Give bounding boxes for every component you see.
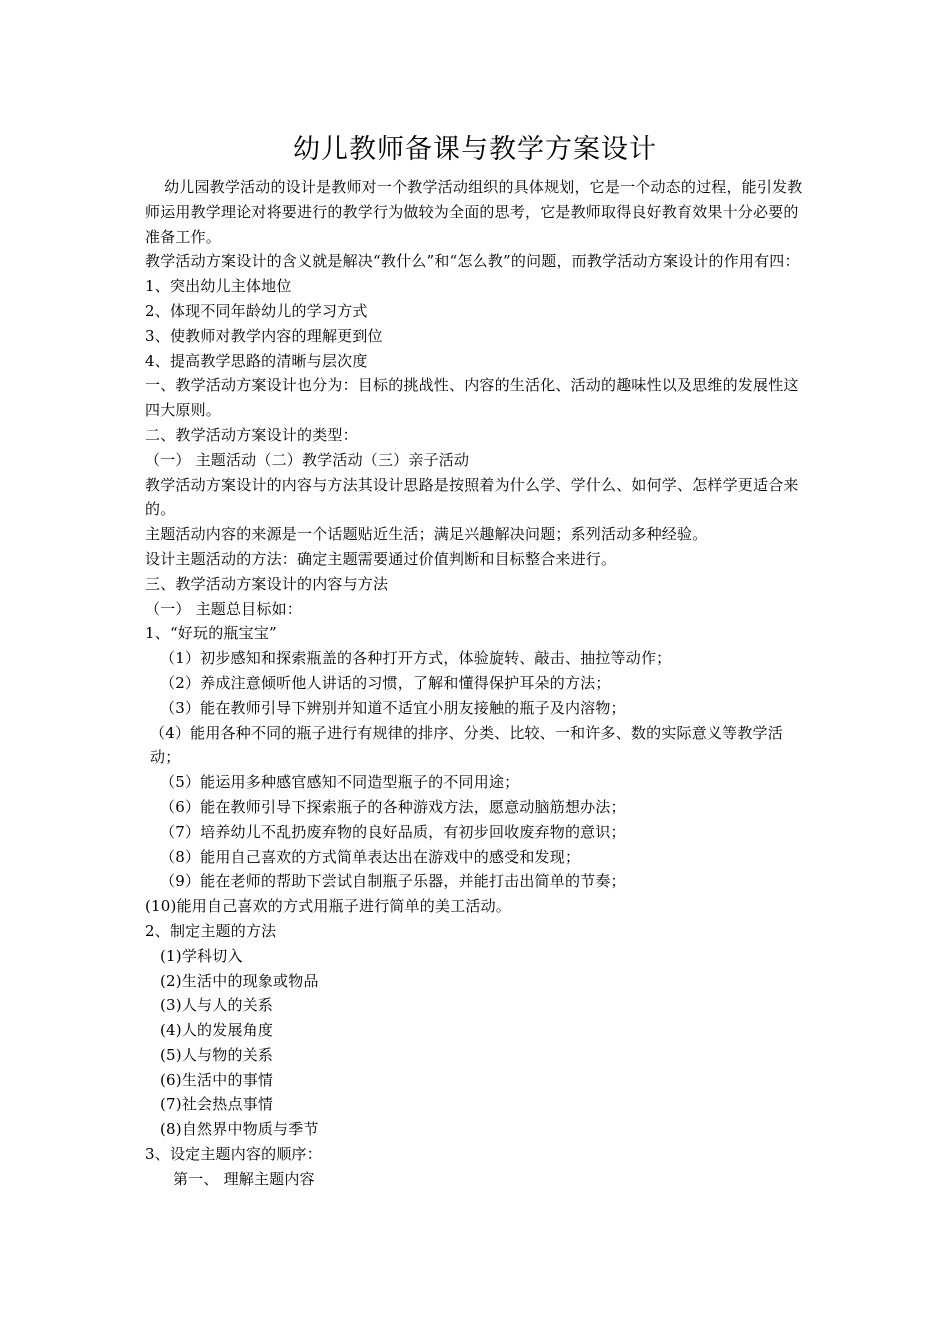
list-item: （2）养成注意倾听他人讲话的习惯，了解和懂得保护耳朵的方法； — [160, 673, 611, 692]
paragraph: 设计主题活动的方法：确定主题需要通过价值判断和目标整合来进行。 — [145, 549, 617, 568]
list-item: (1)学科切入 — [160, 946, 243, 965]
list-item: （8）能用自己喜欢的方式简单表达出在游戏中的感受和发现； — [160, 847, 581, 866]
list-item: 4、提高教学思路的清晰与层次度 — [145, 351, 368, 370]
paragraph: 主题活动内容的来源是一个话题贴近生活；满足兴趣解决问题；系列活动多种经验。 — [145, 525, 708, 544]
document-body — [145, 175, 810, 1192]
list-item: 1、突出幼儿主体地位 — [145, 277, 292, 296]
list-item: 2、制定主题的方法 — [145, 921, 277, 940]
list-item: (3)人与人的关系 — [160, 996, 274, 1015]
list-item: (6)生活中的事情 — [160, 1070, 274, 1089]
document-title: 幼儿教师备课与教学方案设计 — [293, 134, 657, 165]
paragraph: 幼儿园教学活动的设计是教师对一个教学活动组织的具体规划，它是一个动态的过程，能引发教师运用教学理论对将要进行的教学行为做较为全面的思考，它是教师取得良好教育效果十分必要的准备工作。 — [145, 178, 803, 246]
list-item: (2)生活中的现象或物品 — [160, 971, 319, 990]
list-item: (4)人的发展角度 — [160, 1021, 274, 1040]
list-item: 3、使教师对教学内容的理解更到位 — [145, 326, 383, 345]
list-item: 3、设定主题内容的顺序： — [145, 1145, 322, 1164]
section-heading: 三、教学活动方案设计的内容与方法 — [145, 574, 389, 593]
paragraph: （一） 主题活动（二）教学活动（三）亲子活动 — [145, 450, 470, 469]
list-item: （9）能在老师的帮助下尝试自制瓶子乐器，并能打击出简单的节奏； — [160, 872, 626, 891]
paragraph: 教学活动方案设计的内容与方法其设计思路是按照着为什么学、学什么、如何学、怎样学更适合来的。 — [145, 475, 799, 519]
list-item: （5）能运用多种感官感知不同造型瓶子的不同用途； — [160, 773, 520, 792]
paragraph: 一、教学活动方案设计也分为：目标的挑战性、内容的生活化、活动的趣味性以及思维的发展性这四大原则。 — [145, 376, 799, 420]
list-item: （6）能在教师引导下探索瓶子的各种游戏方法，愿意动脑筋想办法； — [160, 797, 626, 816]
list-item: 1、“好玩的瓶宝宝” — [145, 624, 277, 643]
list-item: (8)自然界中物质与季节 — [160, 1120, 319, 1139]
list-item: 2、体现不同年龄幼儿的学习方式 — [145, 301, 368, 320]
list-item: （1）初步感知和探索瓶盖的各种打开方式，体验旋转、敲击、抽拉等动作； — [160, 649, 672, 668]
paragraph: 教学活动方案设计的含义就是解决“教什么”和“怎么教”的问题，而教学活动方案设计的作用有四： — [145, 252, 800, 271]
paragraph: （一） 主题总目标如： — [145, 599, 302, 618]
list-item: (7)社会热点事情 — [160, 1095, 274, 1114]
list-item: （4）能用各种不同的瓶子进行有规律的排序、分类、比较、一和许多、数的实际意义等教学活动； — [150, 723, 783, 767]
list-item: （3）能在教师引导下辨别并知道不适宜小朋友接触的瓶子及内溶物； — [160, 698, 626, 717]
list-item: (10)能用自己喜欢的方式用瓶子进行简单的美工活动。 — [145, 897, 511, 916]
list-item: （7）培养幼儿不乱扔废弃物的良好品质，有初步回收废弃物的意识； — [160, 822, 626, 841]
section-heading: 二、教学活动方案设计的类型： — [145, 425, 358, 444]
list-item: (5)人与物的关系 — [160, 1045, 274, 1064]
list-item: 第一、 理解主题内容 — [173, 1169, 315, 1188]
